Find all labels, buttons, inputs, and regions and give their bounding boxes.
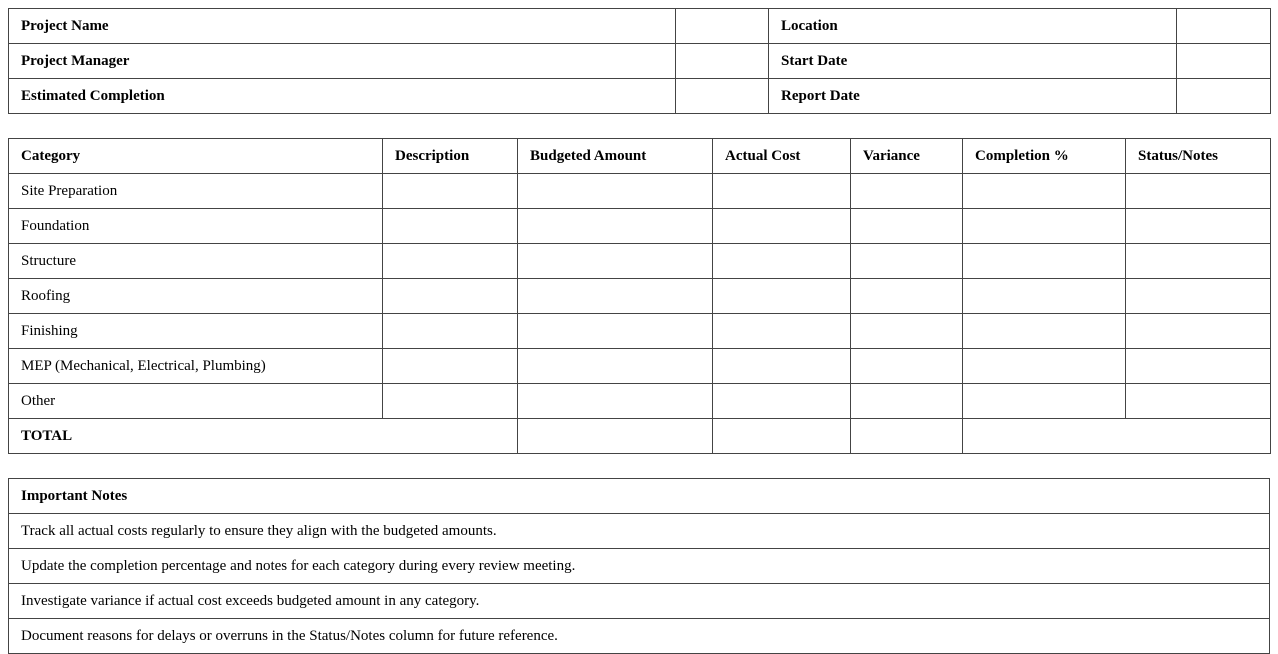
category-cell: Other <box>9 384 383 419</box>
report-date-field[interactable] <box>1177 79 1271 114</box>
budgeted-amount-cell[interactable] <box>518 209 713 244</box>
header-status-notes: Status/Notes <box>1126 139 1271 174</box>
variance-cell[interactable] <box>851 209 963 244</box>
list-item <box>9 619 1270 654</box>
header-description: Description <box>383 139 518 174</box>
project-name-row <box>9 9 1271 44</box>
category-cell: Structure <box>9 244 383 279</box>
table-row <box>9 279 1271 314</box>
variance-cell[interactable] <box>851 384 963 419</box>
budgeted-amount-cell[interactable] <box>518 349 713 384</box>
budget-table <box>8 138 1271 454</box>
variance-cell[interactable] <box>851 174 963 209</box>
start-date-field[interactable] <box>1177 44 1271 79</box>
budgeted-amount-cell[interactable] <box>518 244 713 279</box>
header-completion-percent: Completion % <box>963 139 1126 174</box>
description-cell[interactable] <box>383 174 518 209</box>
table-row <box>9 349 1271 384</box>
category-cell: MEP (Mechanical, Electrical, Plumbing) <box>9 349 383 384</box>
table-row <box>9 384 1271 419</box>
estimated-completion-row <box>9 79 1271 114</box>
budget-body <box>9 174 1271 419</box>
status-notes-cell[interactable] <box>1126 244 1271 279</box>
table-row <box>9 174 1271 209</box>
completion-percent-cell[interactable] <box>963 314 1126 349</box>
category-cell: Site Preparation <box>9 174 383 209</box>
notes-body <box>9 514 1270 654</box>
description-cell[interactable] <box>383 279 518 314</box>
header-budgeted-amount: Budgeted Amount <box>518 139 713 174</box>
budgeted-amount-cell[interactable] <box>518 174 713 209</box>
total-label: TOTAL <box>9 419 518 454</box>
total-row <box>9 419 1271 454</box>
report-date-label: Report Date <box>769 79 1177 114</box>
note-text: Investigate variance if actual cost exceeds budgeted amount in any category. <box>9 584 1270 619</box>
completion-percent-cell[interactable] <box>963 174 1126 209</box>
list-item <box>9 549 1270 584</box>
budgeted-amount-cell[interactable] <box>518 314 713 349</box>
list-item <box>9 584 1270 619</box>
total-remaining-cell[interactable] <box>963 419 1271 454</box>
variance-cell[interactable] <box>851 244 963 279</box>
note-text: Track all actual costs regularly to ensure they align with the budgeted amounts. <box>9 514 1270 549</box>
notes-table <box>8 478 1270 654</box>
description-cell[interactable] <box>383 314 518 349</box>
header-variance: Variance <box>851 139 963 174</box>
budgeted-amount-cell[interactable] <box>518 384 713 419</box>
total-budgeted-cell[interactable] <box>518 419 713 454</box>
location-label: Location <box>769 9 1177 44</box>
project-manager-field[interactable] <box>676 44 769 79</box>
estimated-completion-field[interactable] <box>676 79 769 114</box>
total-actual-cell[interactable] <box>713 419 851 454</box>
list-item <box>9 514 1270 549</box>
notes-header-row <box>9 479 1270 514</box>
variance-cell[interactable] <box>851 349 963 384</box>
category-cell: Finishing <box>9 314 383 349</box>
completion-percent-cell[interactable] <box>963 384 1126 419</box>
completion-percent-cell[interactable] <box>963 349 1126 384</box>
actual-cost-cell[interactable] <box>713 349 851 384</box>
estimated-completion-label: Estimated Completion <box>9 79 676 114</box>
completion-percent-cell[interactable] <box>963 279 1126 314</box>
actual-cost-cell[interactable] <box>713 209 851 244</box>
variance-cell[interactable] <box>851 314 963 349</box>
variance-cell[interactable] <box>851 279 963 314</box>
table-row <box>9 314 1271 349</box>
note-text: Document reasons for delays or overruns in the Status/Notes column for future reference. <box>9 619 1270 654</box>
project-manager-label: Project Manager <box>9 44 676 79</box>
total-variance-cell[interactable] <box>851 419 963 454</box>
header-actual-cost: Actual Cost <box>713 139 851 174</box>
actual-cost-cell[interactable] <box>713 174 851 209</box>
completion-percent-cell[interactable] <box>963 244 1126 279</box>
table-row <box>9 244 1271 279</box>
category-cell: Roofing <box>9 279 383 314</box>
description-cell[interactable] <box>383 384 518 419</box>
status-notes-cell[interactable] <box>1126 209 1271 244</box>
budgeted-amount-cell[interactable] <box>518 279 713 314</box>
description-cell[interactable] <box>383 349 518 384</box>
description-cell[interactable] <box>383 244 518 279</box>
budget-header-row <box>9 139 1271 174</box>
status-notes-cell[interactable] <box>1126 349 1271 384</box>
start-date-label: Start Date <box>769 44 1177 79</box>
project-info-table <box>8 8 1271 114</box>
location-field[interactable] <box>1177 9 1271 44</box>
status-notes-cell[interactable] <box>1126 314 1271 349</box>
status-notes-cell[interactable] <box>1126 279 1271 314</box>
status-notes-cell[interactable] <box>1126 384 1271 419</box>
actual-cost-cell[interactable] <box>713 244 851 279</box>
description-cell[interactable] <box>383 209 518 244</box>
header-category: Category <box>9 139 383 174</box>
status-notes-cell[interactable] <box>1126 174 1271 209</box>
actual-cost-cell[interactable] <box>713 279 851 314</box>
table-row <box>9 209 1271 244</box>
notes-title: Important Notes <box>9 479 1270 514</box>
category-cell: Foundation <box>9 209 383 244</box>
note-text: Update the completion percentage and notes for each category during every review meeting. <box>9 549 1270 584</box>
completion-percent-cell[interactable] <box>963 209 1126 244</box>
project-manager-row <box>9 44 1271 79</box>
project-name-label: Project Name <box>9 9 676 44</box>
actual-cost-cell[interactable] <box>713 314 851 349</box>
project-name-field[interactable] <box>676 9 769 44</box>
actual-cost-cell[interactable] <box>713 384 851 419</box>
